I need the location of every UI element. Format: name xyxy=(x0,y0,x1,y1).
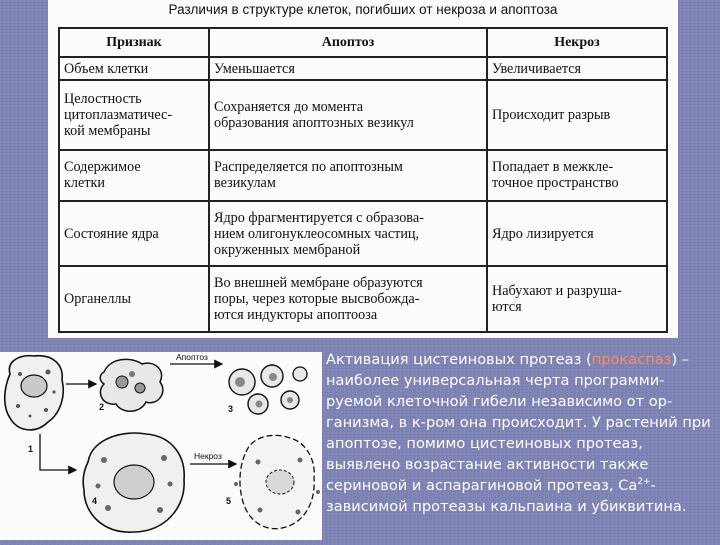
necrosis-path-arrow xyxy=(40,434,76,470)
description-part1: Активация цистеиновых протеаз ( xyxy=(326,351,592,368)
table-title: Различия в структуре клеток, погибших от некроза и апоптоза xyxy=(168,2,558,17)
row-necrosis: Попадает в межкле- точное пространство xyxy=(487,150,667,201)
header-feature: Признак xyxy=(59,28,209,57)
header-apoptosis: Апоптоз xyxy=(209,28,487,57)
row-necrosis: Ядро лизируется xyxy=(487,201,667,267)
row-apoptosis: Сохраняется до момента образования апоптозных везикул xyxy=(209,80,487,150)
comparison-table-panel xyxy=(48,0,678,338)
description-superscript: 2+ xyxy=(637,477,651,488)
row-apoptosis: Ядро фрагментируется с образова- нием олигонуклеосомных частиц, окруженных мембраной xyxy=(209,201,487,267)
row-necrosis: Увеличивается xyxy=(487,57,667,80)
row-feature: Содержимое клетки xyxy=(59,150,209,201)
row-feature: Состояние ядра xyxy=(59,201,209,267)
table-row xyxy=(59,150,667,201)
diagram-label-4: 4 xyxy=(92,496,98,506)
row-feature: Органеллы xyxy=(59,266,209,332)
row-feature: Целостность цитоплазматичес- кой мембраны xyxy=(59,80,209,150)
swollen-cell-icon xyxy=(83,433,184,532)
apoptosis-arrow-label: Апоптоз xyxy=(176,352,208,362)
diagram-label-3: 3 xyxy=(228,404,234,414)
table-row xyxy=(59,266,667,332)
table-header-row xyxy=(59,28,667,57)
row-necrosis: Происходит разрыв xyxy=(487,80,667,150)
cell-death-diagram xyxy=(0,352,322,540)
row-feature: Объем клетки xyxy=(59,57,209,80)
table-row xyxy=(59,57,667,80)
description-part3: -зависимой протеазы кальпаина и убиквитина. xyxy=(326,477,687,515)
description-highlight: прокаспаз xyxy=(591,351,672,368)
row-necrosis: Набухают и разруша- ются xyxy=(487,266,667,332)
row-apoptosis: Распределяется по апоптозным везикулам xyxy=(209,150,487,201)
ruptured-cell-icon xyxy=(234,435,320,528)
description-text xyxy=(326,349,716,517)
header-necrosis: Некроз xyxy=(487,28,667,57)
description-part2: ) – наиболее универсальная черта программи-руемой клеточной гибели независимо от ор-ганизма, в к-ром она происходит. У растений при апоптозе, помимо цистеиновых протеаз, выявлено возрастание активности также сериновой и аспарагиновой протеаз, Ca xyxy=(326,351,711,494)
diagram-label-1: 1 xyxy=(28,444,34,454)
diagram-label-2: 2 xyxy=(99,402,105,412)
comparison-table xyxy=(58,27,668,333)
table-row xyxy=(59,80,667,150)
row-apoptosis: Уменьшается xyxy=(209,57,487,80)
necrosis-arrow-label: Некроз xyxy=(194,451,222,461)
shrinking-cell-icon xyxy=(100,359,163,411)
normal-cell-icon xyxy=(5,356,64,430)
table-row xyxy=(59,201,667,267)
apoptotic-bodies-icon xyxy=(229,365,307,414)
cell-death-illustration xyxy=(0,352,322,540)
diagram-label-5: 5 xyxy=(226,496,232,506)
row-apoptosis: Во внешней мембране образуются поры, через которые высвобожда- ются индукторы апоптооза xyxy=(209,266,487,332)
